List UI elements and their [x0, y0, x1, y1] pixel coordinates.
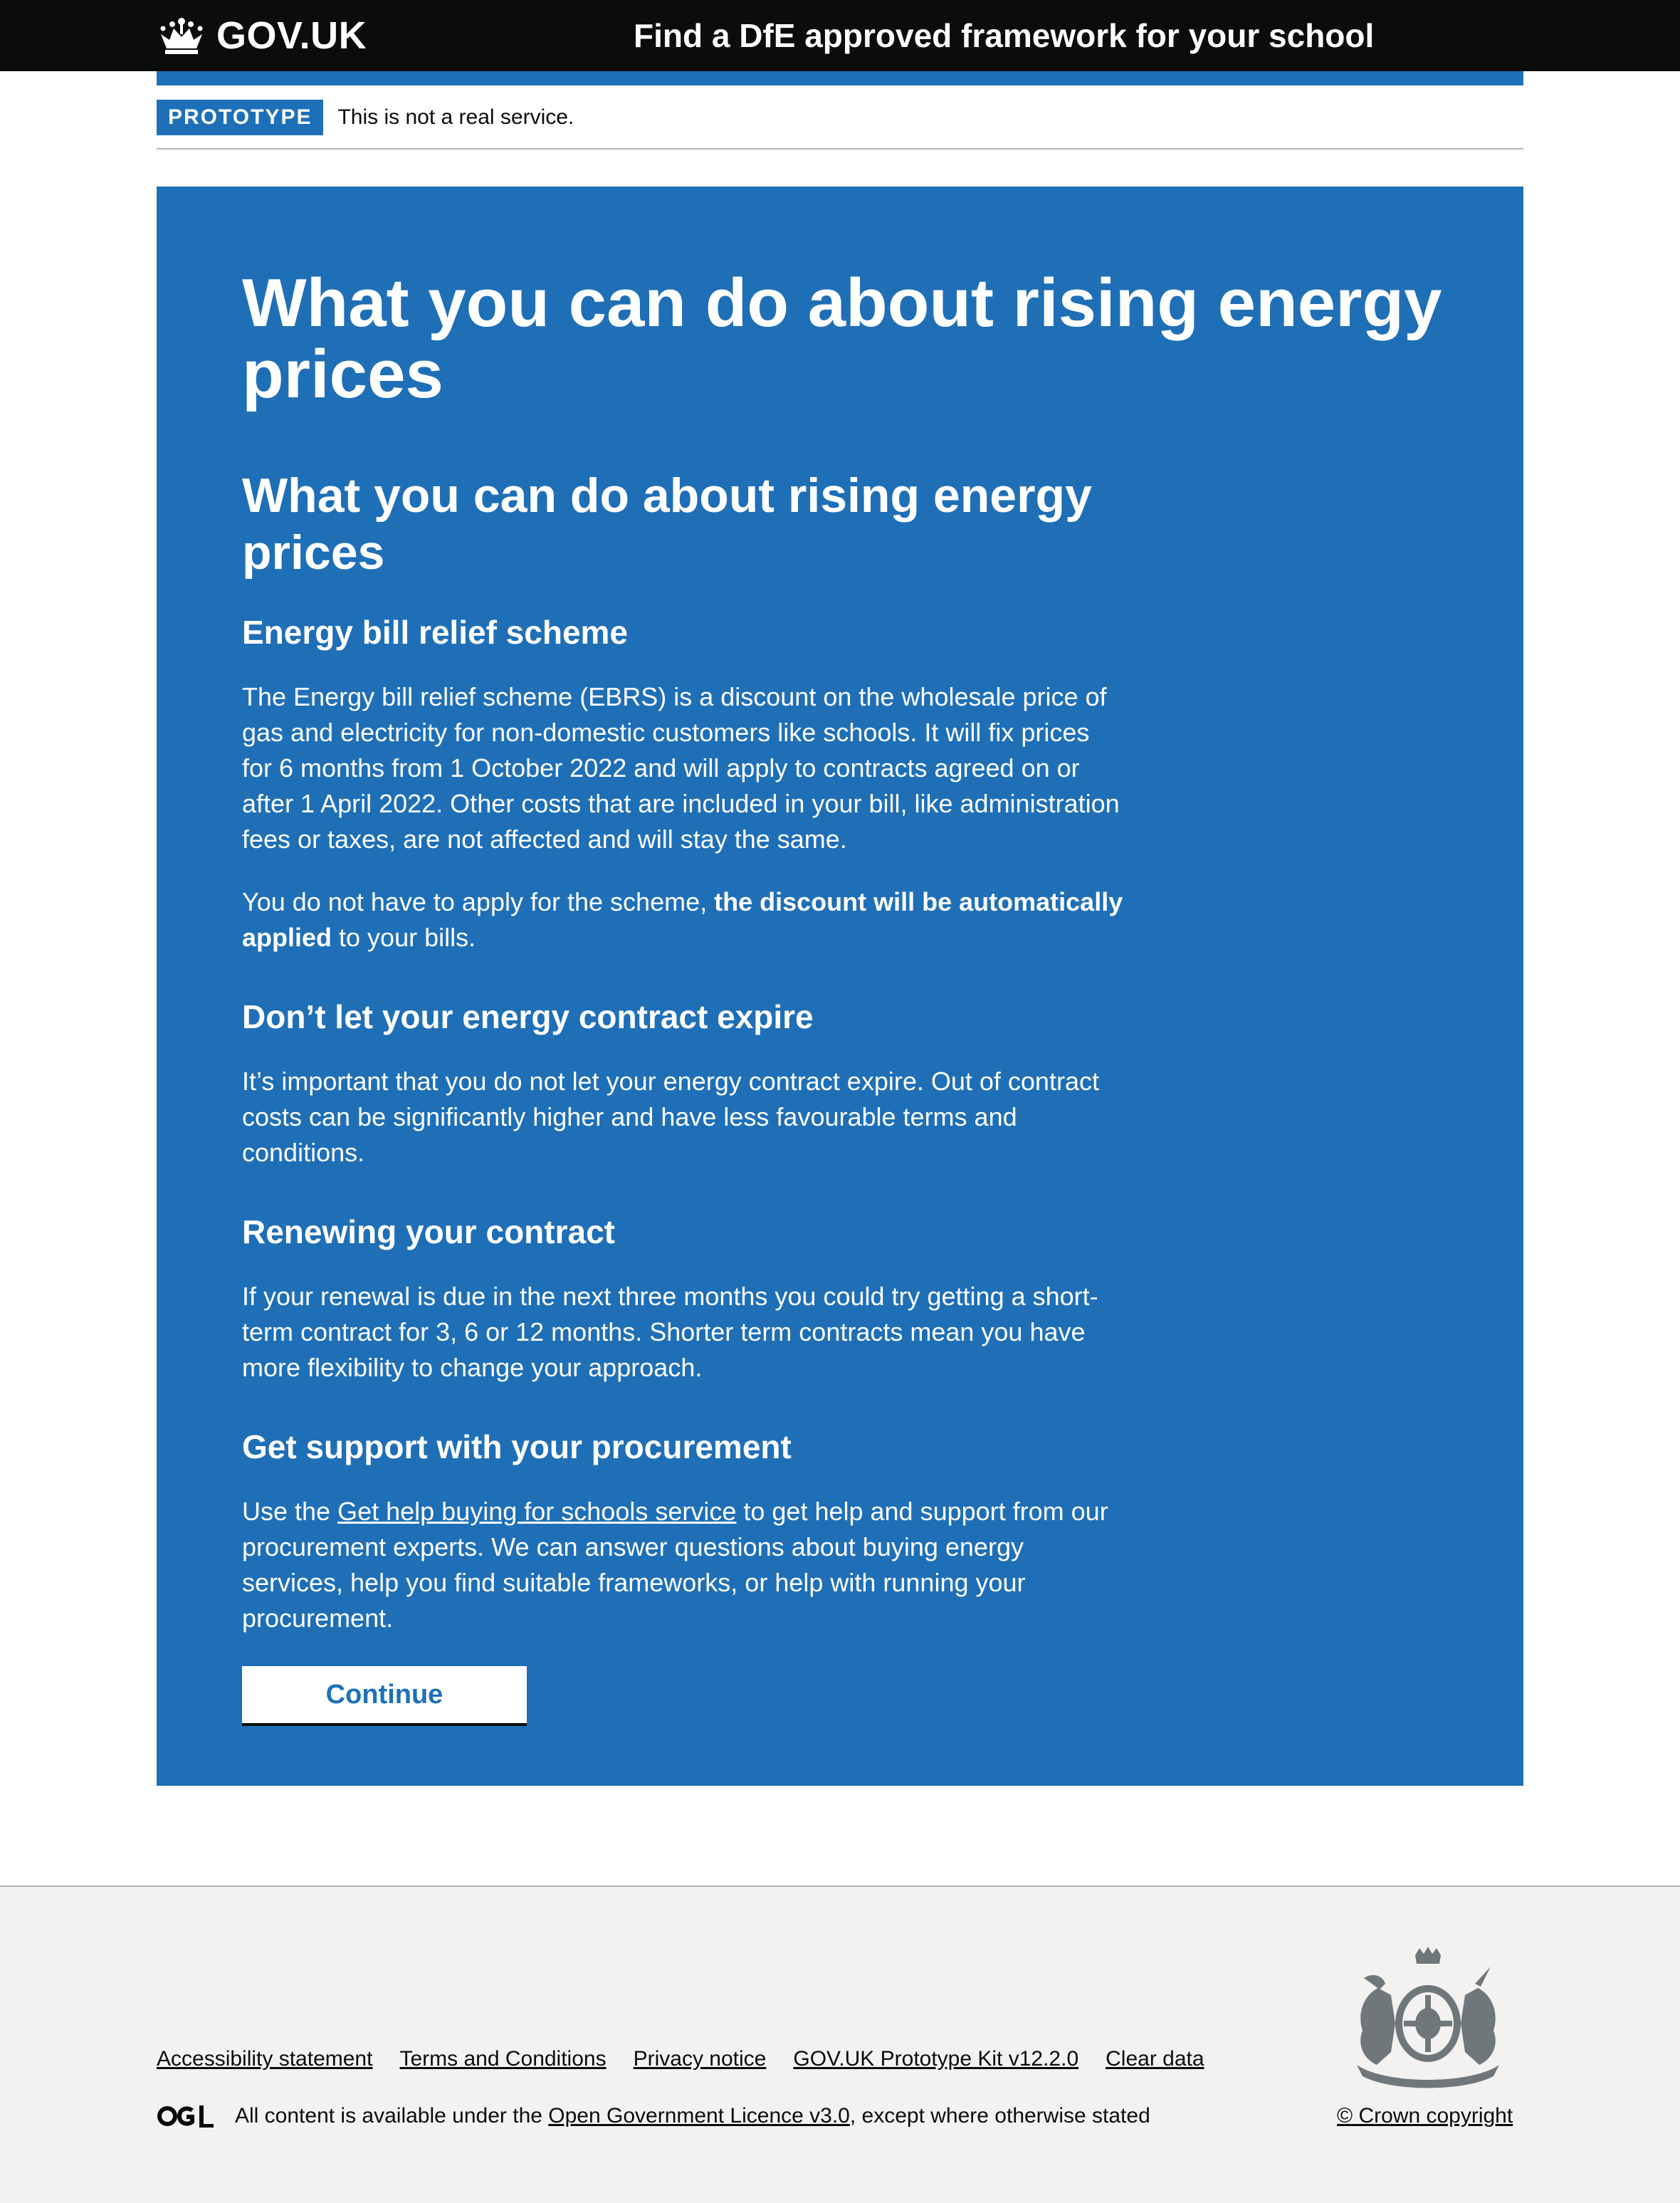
govuk-logo-link[interactable]	[157, 11, 367, 60]
paragraph-text: You do not have to apply for the scheme,	[242, 887, 715, 916]
crown-icon	[157, 16, 206, 56]
section-paragraph: If your renewal is due in the next three months you could try getting a short-term contract for 3, 6 or 12 months. Shorter term contracts mean you have more flexibility to change your approach.	[242, 1282, 1098, 1382]
page-subtitle: What you can do about rising energy prices	[242, 469, 1092, 580]
footer-link-accessibility[interactable]: Accessibility statement	[157, 2047, 373, 2071]
paragraph-text: Use the	[242, 1497, 338, 1526]
licence-text	[235, 2100, 1150, 2132]
site-header	[0, 0, 1680, 71]
footer-links	[157, 2045, 1232, 2073]
section-paragraph: The Energy bill relief scheme (EBRS) is a discount on the wholesale price of gas and electricity for non-domestic customers like schools. It will fix prices for 6 months from 1 October 2022 and will apply to contracts agreed on or after 1 April 2022. Other costs that are included in your bill, like administration fees or taxes, are not affected and will stay the same.	[242, 682, 1120, 854]
section-paragraph: It’s important that you do not let your energy contract expire. Out of contract costs can be significantly higher and have less favourable terms and conditions.	[242, 1067, 1099, 1167]
royal-coat-of-arms-icon	[1335, 1945, 1521, 2095]
crown-copyright-link[interactable]: © Crown copyright	[1337, 2104, 1513, 2128]
paragraph-text: to your bills.	[332, 923, 476, 952]
phase-tag: PROTOTYPE	[157, 100, 323, 135]
footer-link-clear-data[interactable]: Clear data	[1106, 2047, 1204, 2071]
licence-text-before: All content is available under the	[235, 2104, 549, 2128]
phase-banner-text: This is not a real service.	[337, 105, 574, 129]
section-heading-contract-expire: Don’t let your energy contract expire	[242, 998, 814, 1035]
logo-text: GOV.UK	[216, 14, 367, 57]
paragraph-text: to get help and support from our procurement experts. We can answer questions about buying energy services, help you find suitable frameworks, or help with running your procurement.	[242, 1497, 1108, 1633]
continue-button[interactable]: Continue	[242, 1666, 527, 1723]
open-government-licence-link[interactable]: Open Government Licence v3.0	[548, 2104, 850, 2128]
site-footer	[0, 1885, 1680, 2203]
section-heading-renewing-contract: Renewing your contract	[242, 1213, 615, 1250]
service-name-link[interactable]: Find a DfE approved framework for your school	[634, 17, 1375, 54]
header-blue-bar	[157, 71, 1523, 85]
footer-link-terms[interactable]: Terms and Conditions	[399, 2047, 607, 2071]
section-heading-energy-bill-relief: Energy bill relief scheme	[242, 614, 629, 651]
phase-banner	[157, 100, 1523, 150]
licence-text-after: , except where otherwise stated	[849, 2104, 1150, 2128]
footer-link-prototype-kit[interactable]: GOV.UK Prototype Kit v12.2.0	[793, 2047, 1079, 2071]
section-paragraph	[242, 1494, 1125, 1636]
content-column	[242, 265, 1442, 1723]
paragraph-bold-text: the discount will be automatically applied	[242, 887, 1123, 952]
main-content-panel	[157, 187, 1523, 1786]
ogl-logo-icon	[157, 2104, 215, 2128]
licence-statement	[157, 2100, 1150, 2132]
section-heading-procurement-support: Get support with your procurement	[242, 1428, 792, 1465]
page-title: What you can do about rising energy prices	[242, 265, 1442, 412]
header-container	[157, 0, 1523, 71]
footer-link-privacy[interactable]: Privacy notice	[633, 2047, 767, 2071]
section-paragraph	[242, 884, 1125, 956]
get-help-buying-link[interactable]: Get help buying for schools service	[337, 1497, 737, 1526]
